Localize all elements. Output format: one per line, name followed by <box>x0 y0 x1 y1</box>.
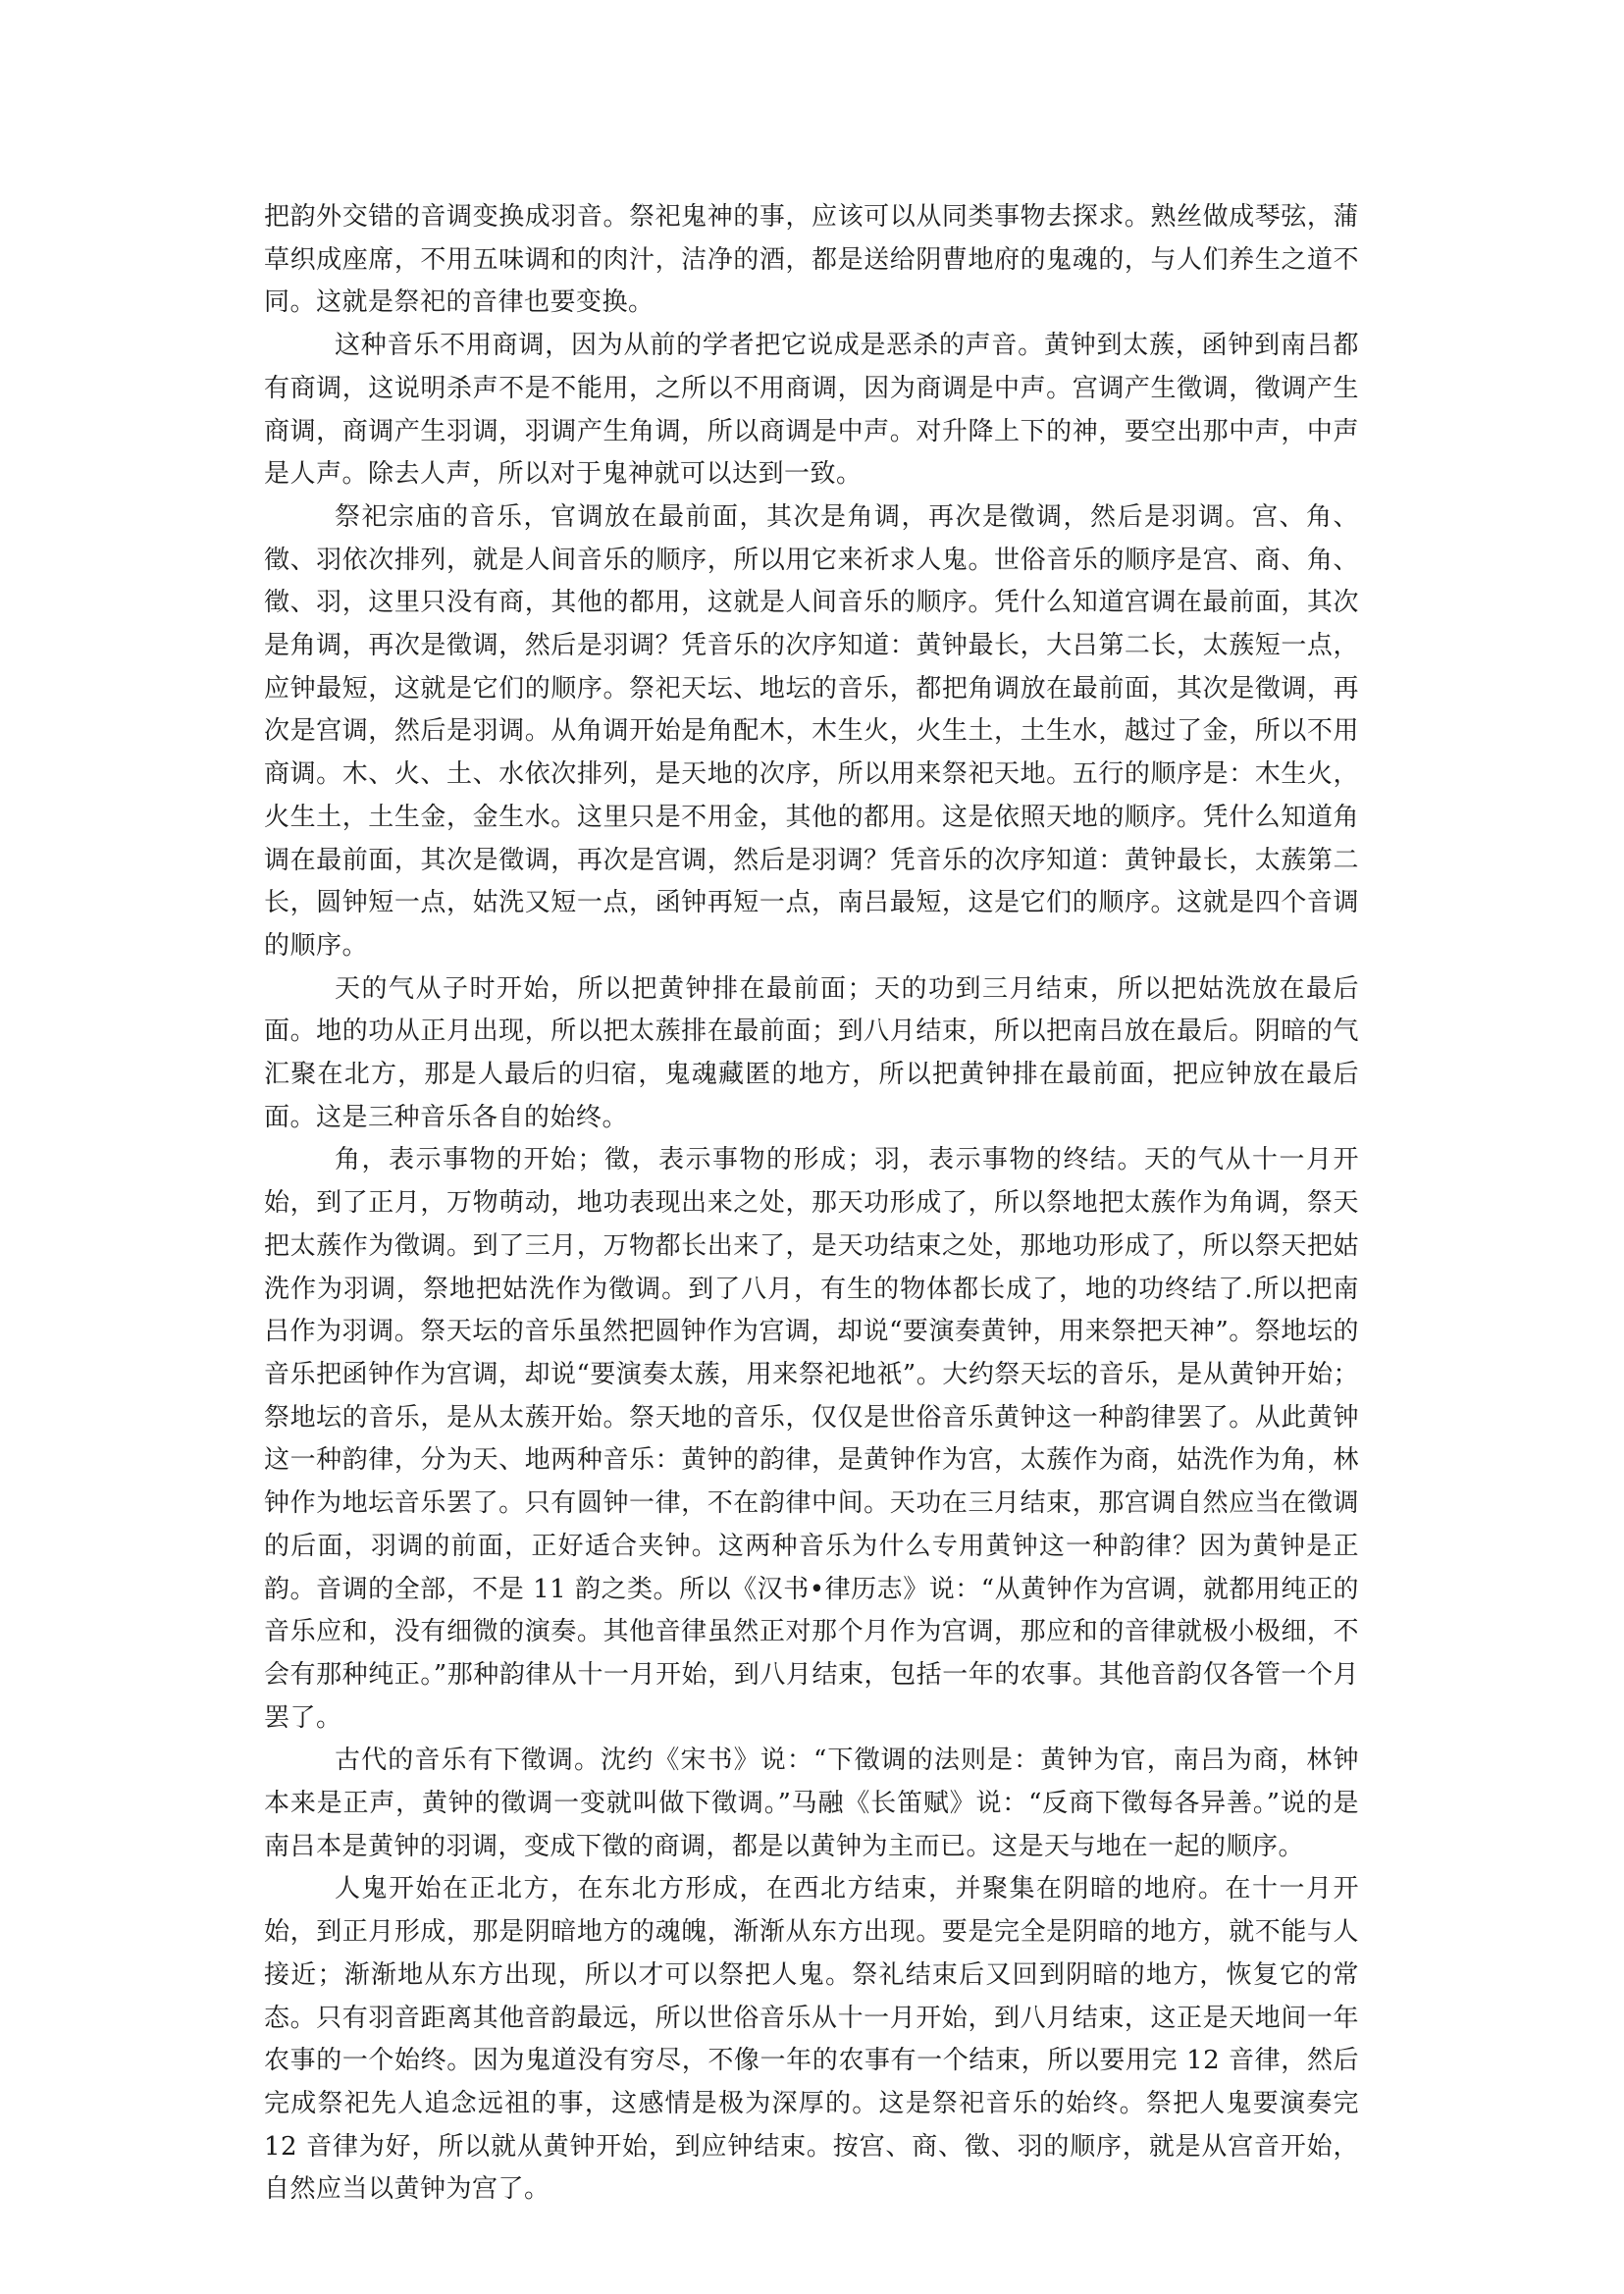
paragraph: 天的气从子时开始，所以把黄钟排在最前面；天的功到三月结束，所以把姑洗放在最后面。地的功从正月出现，所以把太蔟排在最前面；到八月结束，所以把南吕放在最后。阴暗的气汇聚在北方，那是人最后的归宿，鬼魂藏匿的地方，所以把黄钟排在最前面，把应钟放在最后面。这是三种音乐各自的始终。 <box>264 973 1359 1132</box>
paragraph: 古代的音乐有下徵调。沈约《宋书》说：“下徵调的法则是：黄钟为官，南吕为商，林钟本来是正声，黄钟的徵调一变就叫做下徵调。”马融《长笛赋》说：“反商下徵每各异善。”说的是南吕本是黄钟的羽调，变成下徵的商调，都是以黄钟为主而已。这是天与地在一起的顺序。 <box>264 1746 1359 1861</box>
paragraph: 角，表示事物的开始；徵，表示事物的形成；羽，表示事物的终结。天的气从十一月开始，到了正月，万物萌动，地功表现出来之处，那天功形成了，所以祭地把太蔟作为角调，祭天把太蔟作为徵调。到了三月，万物都长出来了，是天功结束之处，那地功形成了，所以祭天把姑洗作为羽调，祭地把姑洗作为徵调。到了八月，有生的物体都长成了，地的功终结了.所以把南吕作为羽调。祭天坛的音乐虽然把圆钟作为宫调，却说“要演奏黄钟，用来祭把天神”。祭地坛的音乐把函钟作为宫调，却说“要演奏太蔟，用来祭祀地祇”。大约祭天坛的音乐，是从黄钟开始；祭地坛的音乐，是从太蔟开始。祭天地的音乐，仅仅是世俗音乐黄钟这一种韵律罢了。从此黄钟这一种韵律，分为天、地两种音乐：黄钟的韵律，是黄钟作为宫，太蔟作为商，姑洗作为角，林钟作为地坛音乐罢了。只有圆钟一律，不在韵律中间。天功在三月结束，那宫调自然应当在徵调的后面，羽调的前面，正好适合夹钟。这两种音乐为什么专用黄钟这一种韵律？因为黄钟是正韵。音调的全部，不是 11 韵之类。所以《汉书•律历志》说：“从黄钟作为宫调，就都用纯正的音乐应和，没有细微的演奏。其他音律虽然正对那个月作为宫调，那应和的音律就极小极细，不会有那种纯正。”那种韵律从十一月开始，到八月结束，包括一年的农事。其他音韵仅各管一个月罢了。 <box>264 1145 1359 1733</box>
paragraph: 人鬼开始在正北方，在东北方形成，在西北方结束，并聚集在阴暗的地府。在十一月开始，到正月形成，那是阴暗地方的魂魄，渐渐从东方出现。要是完全是阴暗的地方，就不能与人接近；渐渐地从东方出现，所以才可以祭把人鬼。祭礼结束后又回到阴暗的地方，恢复它的常态。只有羽音距离其他音韵最远，所以世俗音乐从十一月开始，到八月结束，这正是天地间一年农事的一个始终。因为鬼道没有穷尽，不像一年的农事有一个结束，所以要用完 12 音律，然后完成祭祀先人追念远祖的事，这感情是极为深厚的。这是祭祀音乐的始终。祭把人鬼要演奏完 12 音律为好，所以就从黄钟开始，到应钟结束。按宫、商、徵、羽的顺序，就是从宫音开始，自然应当以黄钟为宫了。 <box>264 1874 1359 2205</box>
paragraph: 把韵外交错的音调变换成羽音。祭祀鬼神的事，应该可以从同类事物去探求。熟丝做成琴弦，蒲草织成座席，不用五味调和的肉汁，洁净的酒，都是送给阴曹地府的鬼魂的，与人们养生之道不同。这就是祭祀的音律也要变换。 <box>264 202 1359 318</box>
paragraph: 这种音乐不用商调，因为从前的学者把它说成是恶杀的声音。黄钟到太蔟，函钟到南吕都有商调，这说明杀声不是不能用，之所以不用商调，因为商调是中声。宫调产生徵调，徵调产生商调，商调产生羽调，羽调产生角调，所以商调是中声。对升降上下的神，要空出那中声，中声是人声。除去人声，所以对于鬼神就可以达到一致。 <box>264 331 1359 490</box>
document-text <box>264 196 1359 2212</box>
paragraph: 祭祀宗庙的音乐，官调放在最前面，其次是角调，再次是徵调，然后是羽调。宫、角、徵、羽依次排列，就是人间音乐的顺序，所以用它来祈求人鬼。世俗音乐的顺序是宫、商、角、徵、羽，这里只没有商，其他的都用，这就是人间音乐的顺序。凭什么知道宫调在最前面，其次是角调，再次是徵调，然后是羽调？凭音乐的次序知道：黄钟最长，大吕第二长，太蔟短一点，应钟最短，这就是它们的顺序。祭祀天坛、地坛的音乐，都把角调放在最前面，其次是徵调，再次是宫调，然后是羽调。从角调开始是角配木，木生火，火生土，土生水，越过了金，所以不用商调。木、火、土、水依次排列，是天地的次序，所以用来祭祀天地。五行的顺序是：木生火，火生土，土生金，金生水。这里只是不用金，其他的都用。这是依照天地的顺序。凭什么知道角调在最前面，其次是徵调，再次是宫调，然后是羽调？凭音乐的次序知道：黄钟最长，太蔟第二长，圆钟短一点，姑洗又短一点，函钟再短一点，南吕最短，这是它们的顺序。这就是四个音调的顺序。 <box>264 501 1359 961</box>
